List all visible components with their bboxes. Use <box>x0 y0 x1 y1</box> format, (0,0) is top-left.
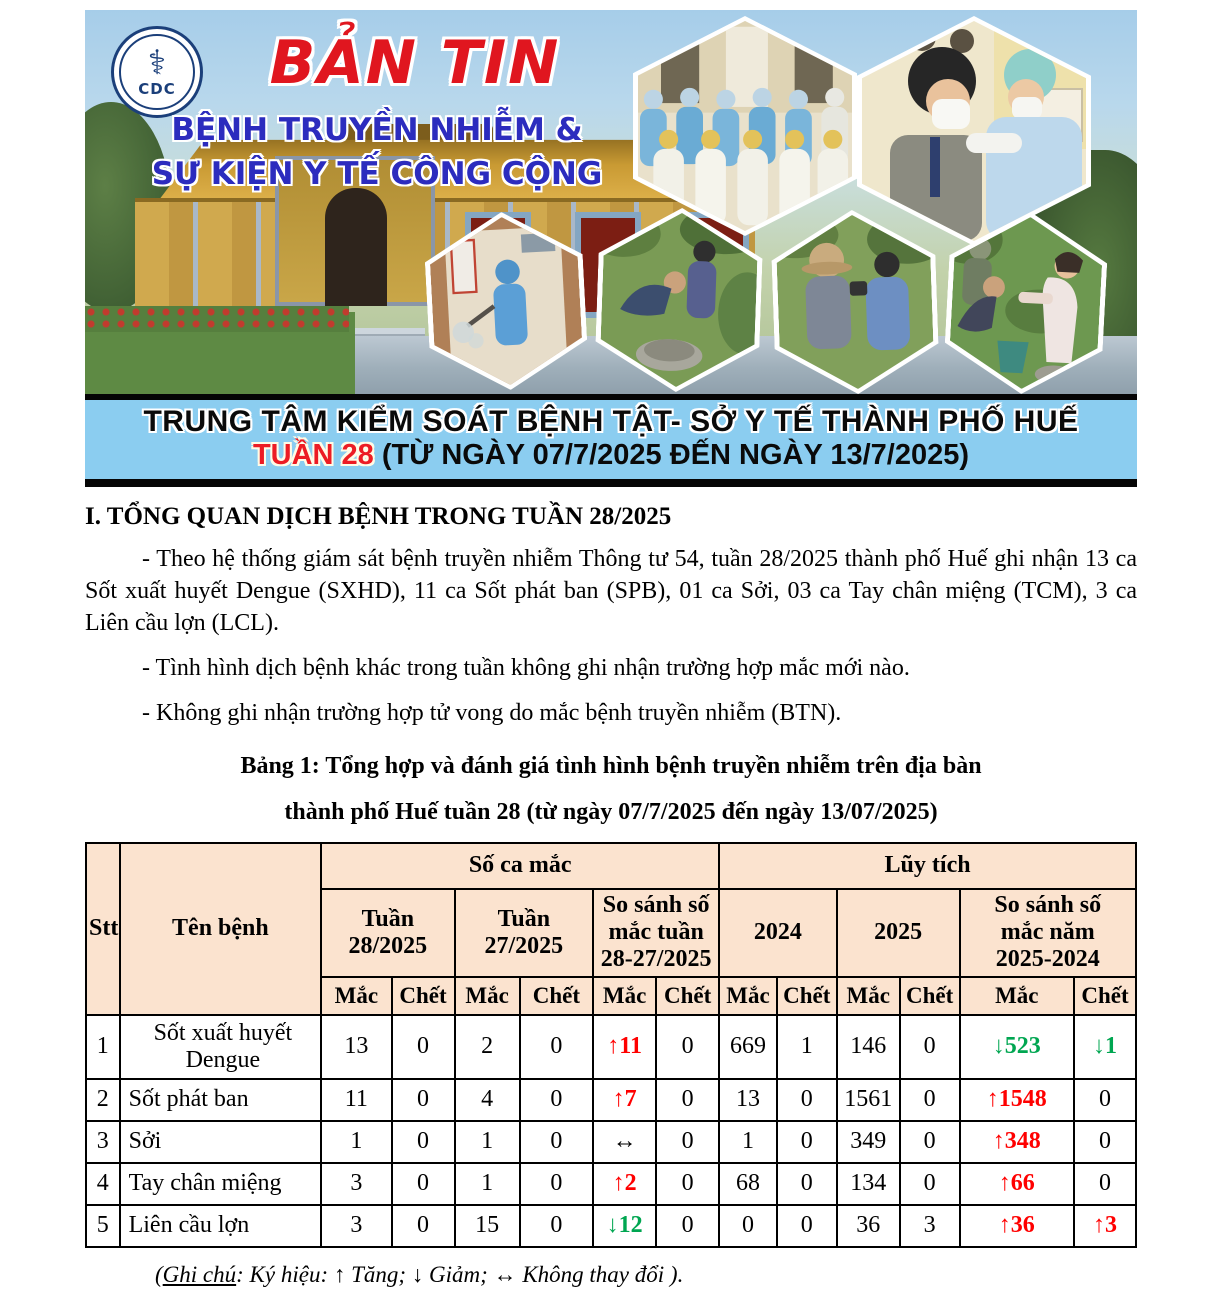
value-cell: 0 <box>392 1205 455 1247</box>
bulletin-subtitle-2: SỰ KIỆN Y TẾ CÔNG CỘNG <box>151 156 603 192</box>
value-cell: 3 <box>321 1163 391 1205</box>
value-cell: 0 <box>656 1015 719 1079</box>
value-cell: 36 <box>837 1205 900 1247</box>
disease-name: Sởi <box>120 1121 322 1163</box>
table-title <box>85 746 1137 832</box>
week-period-line <box>85 439 1137 472</box>
value-cell: 0 <box>520 1163 594 1205</box>
value-cell: 0 <box>520 1121 594 1163</box>
value-cell: 11 <box>321 1079 391 1121</box>
table-row <box>86 1163 1136 1205</box>
col-header-infected: Mắc <box>960 977 1074 1015</box>
value-cell: 0 <box>392 1163 455 1205</box>
value-cell: ↓12 <box>593 1205 656 1247</box>
value-cell: ↑3 <box>1074 1205 1136 1247</box>
value-cell: 3 <box>900 1205 960 1247</box>
value-cell: 0 <box>900 1079 960 1121</box>
value-cell: 669 <box>719 1015 777 1079</box>
week-period: (TỪ NGÀY 07/7/2025 ĐẾN NGÀY 13/7/2025) <box>373 439 970 471</box>
note-label: Ghi chú <box>162 1261 237 1287</box>
disease-name: Tay chân miệng <box>120 1163 322 1205</box>
table-row <box>86 1121 1136 1163</box>
value-cell: 146 <box>837 1015 900 1079</box>
value-cell: 134 <box>837 1163 900 1205</box>
col-header-dead: Chết <box>656 977 719 1015</box>
disease-name: Sốt phát ban <box>120 1079 322 1121</box>
col-header-week28: Tuần 28/2025 <box>321 889 454 977</box>
value-cell: 1 <box>455 1163 520 1205</box>
value-cell: 3 <box>321 1205 391 1247</box>
row-number: 5 <box>86 1205 120 1247</box>
col-header-infected: Mắc <box>719 977 777 1015</box>
value-cell: 0 <box>900 1163 960 1205</box>
value-cell: 0 <box>777 1205 837 1247</box>
col-group-cases: Số ca mắc <box>321 843 719 889</box>
value-cell: ↓523 <box>960 1015 1074 1079</box>
value-cell: 0 <box>656 1121 719 1163</box>
row-number: 1 <box>86 1015 120 1079</box>
value-cell: 0 <box>900 1121 960 1163</box>
value-cell: 0 <box>520 1079 594 1121</box>
col-header-week27: Tuần 27/2025 <box>455 889 594 977</box>
overview-paragraph-2: - Tình hình dịch bệnh khác trong tuần không ghi nhận trường hợp mắc mới nào. <box>142 654 910 681</box>
col-header-infected: Mắc <box>455 977 520 1015</box>
table-row <box>86 1015 1136 1079</box>
value-cell: ↑2 <box>593 1163 656 1205</box>
value-cell: ↑36 <box>960 1205 1074 1247</box>
note-open: ( <box>155 1261 163 1287</box>
value-cell: 68 <box>719 1163 777 1205</box>
table-title-line-1: Bảng 1: Tổng hợp và đánh giá tình hình bệnh truyền nhiễm trên địa bàn <box>240 752 982 779</box>
col-header-dead: Chết <box>900 977 960 1015</box>
value-cell: ↑348 <box>960 1121 1074 1163</box>
row-number: 4 <box>86 1163 120 1205</box>
table-row <box>86 1079 1136 1121</box>
value-cell: 15 <box>455 1205 520 1247</box>
overview-paragraph-3: - Không ghi nhận trường hợp tử vong do mắc bệnh truyền nhiễm (BTN). <box>142 699 842 726</box>
disease-name: Sốt xuất huyết Dengue <box>120 1015 322 1079</box>
cdc-logo <box>111 26 203 118</box>
col-header-2024: 2024 <box>719 889 837 977</box>
col-header-compare-week: So sánh số mắc tuần 28-27/2025 <box>593 889 719 977</box>
col-header-compare-year: So sánh số mắc năm 2025-2024 <box>960 889 1136 977</box>
org-bar <box>85 394 1137 487</box>
value-cell: ↑11 <box>593 1015 656 1079</box>
table-body <box>86 1015 1136 1247</box>
value-cell: 0 <box>520 1015 594 1079</box>
value-cell: 0 <box>777 1163 837 1205</box>
legend-note <box>155 1262 1137 1288</box>
value-cell: 1 <box>321 1121 391 1163</box>
col-header-dead: Chết <box>777 977 837 1015</box>
table-header-row-groups <box>86 843 1136 889</box>
value-cell: 0 <box>1074 1079 1136 1121</box>
value-cell: 13 <box>321 1015 391 1079</box>
logo-text: CDC <box>138 80 176 98</box>
col-header-infected: Mắc <box>593 977 656 1015</box>
disease-name: Liên cầu lợn <box>120 1205 322 1247</box>
value-cell: 2 <box>455 1015 520 1079</box>
col-header-infected: Mắc <box>321 977 391 1015</box>
banner <box>85 10 1137 487</box>
col-header-dead: Chết <box>392 977 455 1015</box>
bulletin-title: BẢN TIN <box>269 28 561 98</box>
col-header-dead: Chết <box>1074 977 1136 1015</box>
value-cell: 1 <box>455 1121 520 1163</box>
col-header-disease: Tên bệnh <box>120 843 322 1015</box>
value-cell: 1 <box>777 1015 837 1079</box>
overview-paragraph-1: - Theo hệ thống giám sát bệnh truyền nhiễm Thông tư 54, tuần 28/2025 thành phố Huế ghi nhận 13 ca Sốt xuất huyết Dengue (SXHD), 11 ca Sốt phát ban (SPB), 01 ca Sởi, 03 ca Tay chân miệng (TCM), 3 ca Liên cầu lợn (LCL). <box>85 546 1137 636</box>
value-cell: 0 <box>777 1079 837 1121</box>
value-cell: ↔ <box>593 1121 656 1163</box>
col-group-cumulative: Lũy tích <box>719 843 1136 889</box>
value-cell: 0 <box>656 1079 719 1121</box>
value-cell: 0 <box>1074 1163 1136 1205</box>
col-header-infected: Mắc <box>837 977 900 1015</box>
value-cell: 0 <box>1074 1121 1136 1163</box>
value-cell: 1561 <box>837 1079 900 1121</box>
value-cell: 0 <box>656 1205 719 1247</box>
value-cell: 0 <box>656 1163 719 1205</box>
value-cell: 0 <box>392 1121 455 1163</box>
bulletin-subtitle-1: BỆNH TRUYỀN NHIỄM & <box>171 112 583 148</box>
value-cell: 0 <box>520 1205 594 1247</box>
value-cell: 4 <box>455 1079 520 1121</box>
note-text: : Ký hiệu: ↑ Tăng; ↓ Giảm; ↔ Không thay đổi ). <box>236 1261 684 1287</box>
value-cell: ↑1548 <box>960 1079 1074 1121</box>
value-cell: 0 <box>777 1121 837 1163</box>
value-cell: 1 <box>719 1121 777 1163</box>
value-cell: 13 <box>719 1079 777 1121</box>
table-row <box>86 1205 1136 1247</box>
flower-bed <box>85 306 349 332</box>
disease-table <box>85 842 1137 1248</box>
section-heading: I. TỔNG QUAN DỊCH BỆNH TRONG TUẦN 28/2025 <box>85 503 672 530</box>
table-title-line-2: thành phố Huế tuần 28 (từ ngày 07/7/2025 đến ngày 13/07/2025) <box>284 798 938 825</box>
col-header-dead: Chết <box>520 977 594 1015</box>
value-cell: 0 <box>719 1205 777 1247</box>
banner-photo-collage <box>85 10 1137 394</box>
value-cell: 0 <box>900 1015 960 1079</box>
col-header-2025: 2025 <box>837 889 960 977</box>
col-header-stt: Stt <box>86 843 120 1015</box>
value-cell: ↑7 <box>593 1079 656 1121</box>
caduceus-icon: ⚕ <box>147 43 167 83</box>
value-cell: ↓1 <box>1074 1015 1136 1079</box>
row-number: 2 <box>86 1079 120 1121</box>
value-cell: ↑66 <box>960 1163 1074 1205</box>
value-cell: 0 <box>392 1015 455 1079</box>
week-label: TUẦN 28 <box>252 439 374 471</box>
org-name: TRUNG TÂM KIỂM SOÁT BỆNH TẬT- SỞ Y TẾ THÀNH PHỐ HUẾ <box>143 405 1079 438</box>
value-cell: 349 <box>837 1121 900 1163</box>
row-number: 3 <box>86 1121 120 1163</box>
value-cell: 0 <box>392 1079 455 1121</box>
